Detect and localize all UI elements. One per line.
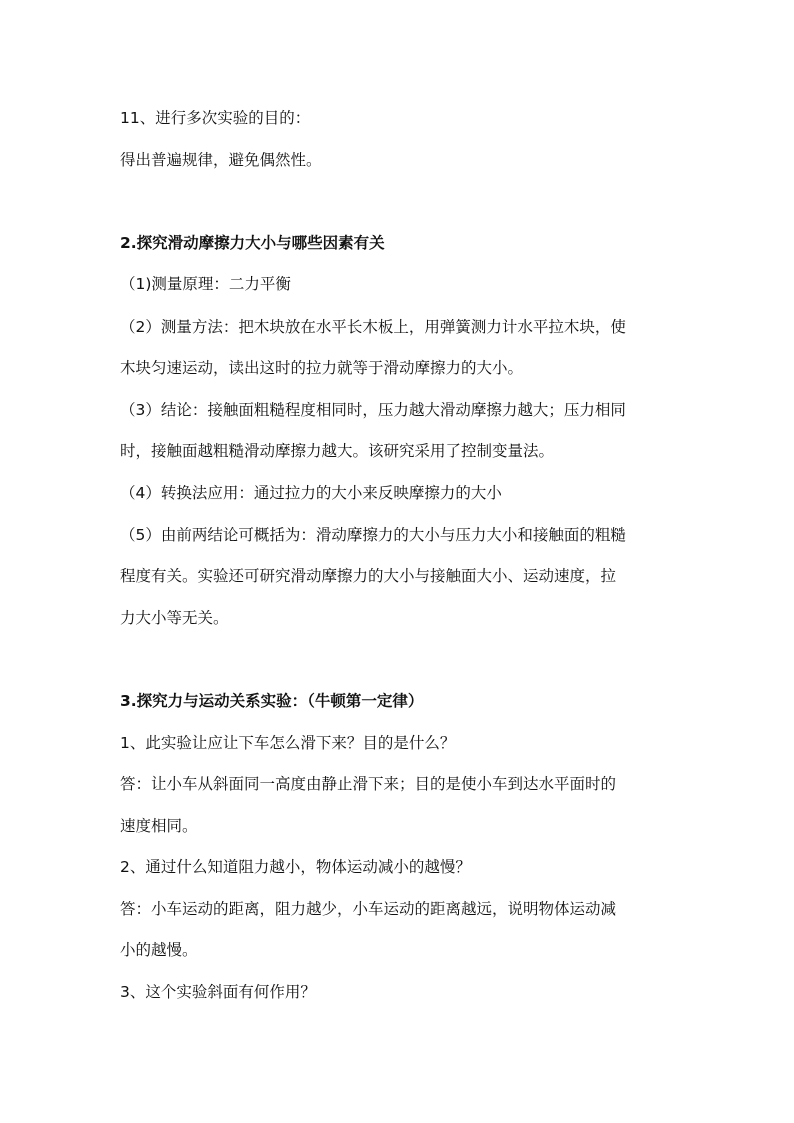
section-3-answer-2-line-2: 小的越慢。 xyxy=(120,941,198,959)
section-3-question-3: 3、这个实验斜面有何作用？ xyxy=(120,983,316,1001)
section-2-item-1: （1)测量原理：二力平衡 xyxy=(120,275,291,293)
section-2-item-5-line-2: 程度有关。实验还可研究滑动摩擦力的大小与接触面大小、运动速度，拉 xyxy=(120,567,617,585)
section-2-item-5-line-1: （5）由前两结论可概括为：滑动摩擦力的大小与压力大小和接触面的粗糙 xyxy=(120,526,626,544)
section-3-question-2: 2、通过什么知道阻力越小，物体运动减小的越慢？ xyxy=(120,858,471,876)
section-3-answer-1-line-1: 答：让小车从斜面同一高度由静止滑下来；目的是使小车到达水平面时的 xyxy=(120,775,617,793)
section-3-question-1: 1、此实验让应让下车怎么滑下来？目的是什么？ xyxy=(120,734,456,752)
section-2-item-2-line-1: （2）测量方法：把木块放在水平长木板上，用弹簧测力计水平拉木块，使 xyxy=(120,318,626,336)
section-2-item-3-line-1: （3）结论：接触面粗糙程度相同时，压力越大滑动摩擦力越大；压力相同 xyxy=(120,401,626,419)
section-2-item-4: （4）转换法应用：通过拉力的大小来反映摩擦力的大小 xyxy=(120,484,502,502)
section-3-answer-1-line-2: 速度相同。 xyxy=(120,817,198,835)
section-3-answer-2-line-1: 答：小车运动的距离，阻力越少，小车运动的距离越远，说明物体运动减 xyxy=(120,900,617,918)
section-3-title: 3.探究力与运动关系实验：（牛顿第一定律） xyxy=(120,692,424,710)
section-2-item-3-line-2: 时，接触面越粗糙滑动摩擦力越大。该研究采用了控制变量法。 xyxy=(120,442,555,460)
question-11: 11、进行多次实验的目的： xyxy=(120,109,311,127)
section-2-item-2-line-2: 木块匀速运动，读出这时的拉力就等于滑动摩擦力的大小。 xyxy=(120,359,524,377)
section-2-title: 2.探究滑动摩擦力大小与哪些因素有关 xyxy=(120,234,385,252)
section-2-item-5-line-3: 力大小等无关。 xyxy=(120,609,229,627)
answer-11: 得出普遍规律，避免偶然性。 xyxy=(120,151,322,169)
